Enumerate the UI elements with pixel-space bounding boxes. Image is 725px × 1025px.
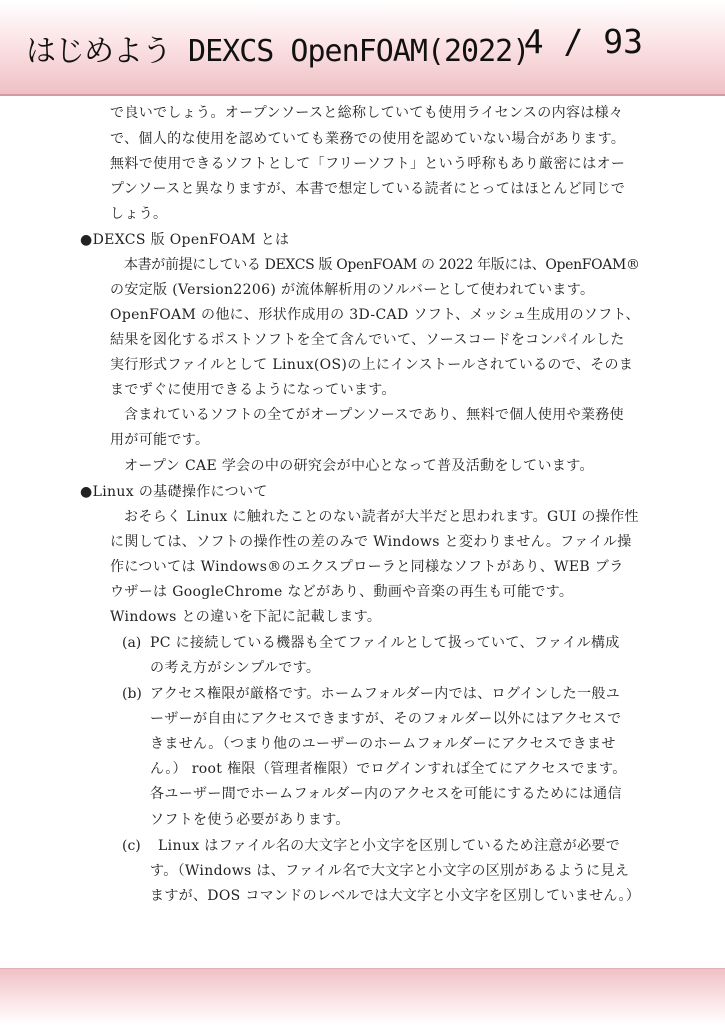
paragraph-line: Windows との違いを下記に記載します。 xyxy=(110,609,382,625)
list-item-line: ーザーが自由にアクセスできますが、そのフォルダー以外にはアクセスで xyxy=(150,711,622,727)
list-item-label: (b) xyxy=(122,686,142,702)
page-footer xyxy=(0,968,725,1025)
paragraph-line: OpenFOAM の他に、形状作成用の 3D-CAD ソフト、メッシュ生成用のソフト、 xyxy=(110,307,640,323)
paragraph-line: に関しては、ソフトの操作性の差のみで Windows と変わりません。ファイル操 xyxy=(110,534,632,550)
paragraph-line: で、個人的な使用を認めていても業務での使用を認めていない場合があります。 xyxy=(110,131,626,147)
list-item-line: ますが、DOS コマンドのレベルでは大文字と小文字を区別していません。） xyxy=(150,888,641,904)
list-item-line: きません。（つまり他のユーザーのホームフォルダーにアクセスできませ xyxy=(150,736,616,752)
list-item-line: 各ユーザー間でホームフォルダー内のアクセスを可能にするためには通信 xyxy=(150,786,622,802)
paragraph-line: ウザーは GoogleChrome などがあり、動画や音楽の再生も可能です。 xyxy=(110,584,574,600)
list-item-line: Linux はファイル名の大文字と小文字を区別しているため注意が必要で xyxy=(158,838,621,854)
list-item-line: ソフトを使う必要があります。 xyxy=(150,812,350,828)
paragraph-line: おそらく Linux に触れたことのない読者が大半だと思われます。GUI の操作性 xyxy=(124,509,639,525)
list-item-line: す。（Windows は、ファイル名で大文字と小文字の区別があるように見え xyxy=(150,863,630,879)
paragraph-line: 作については Windows®のエクスプローラと同様なソフトがあり、WEB ブラ xyxy=(110,559,624,575)
section-heading-dexcs: ●DEXCS 版 OpenFOAM とは xyxy=(80,232,290,248)
list-item-line: アクセス権限が厳格です。ホームフォルダー内では、ログインした一般ユ xyxy=(150,686,621,702)
document-title: はじめよう DEXCS OpenFOAM(2022) xyxy=(26,34,530,69)
section-heading-linux: ●Linux の基礎操作について xyxy=(80,484,268,500)
list-item-line: ん。） root 権限（管理者権限）でログインすれば全てにアクセスでます。 xyxy=(150,761,627,777)
list-item-label: (c) xyxy=(122,838,141,854)
paragraph-line: 本書が前提にしている DEXCS 版 OpenFOAM の 2022 年版には、OpenFOAM® xyxy=(124,257,640,273)
paragraph-line: 含まれているソフトの全てがオープンソースであり、無料で個人使用や業務使 xyxy=(124,407,625,423)
paragraph-line: 用が可能です。 xyxy=(110,432,210,448)
list-item-line: の考え方がシンプルです。 xyxy=(150,660,321,676)
list-item-label: (a) xyxy=(122,635,142,651)
paragraph-line: 結果を図化するポストソフトを全て含んでいて、ソースコードをコンパイルした xyxy=(110,332,625,348)
page-header xyxy=(0,0,725,96)
list-item-line: PC に接続している機器も全てファイルとして扱っていて、ファイル構成 xyxy=(150,635,620,651)
paragraph-line: しょう。 xyxy=(110,206,168,222)
paragraph-line: プンソースと異なりますが、本書で想定している読者にとってはほとんど同じで xyxy=(110,181,626,197)
paragraph-line: の安定版 (Version2206) が流体解析用のソルバーとして使われています。 xyxy=(110,282,595,298)
page-number: 4 / 93 xyxy=(523,22,643,61)
paragraph-line: 実行形式ファイルとして Linux(OS)の上にインストールされているので、そのま xyxy=(110,357,634,373)
paragraph-line: オープン CAE 学会の中の研究会が中心となって普及活動をしています。 xyxy=(124,458,594,474)
paragraph-line: で良いでしょう。オープンソースと総称していても使用ライセンスの内容は様々 xyxy=(110,105,624,121)
paragraph-line: 無料で使用できるソフトとして「フリーソフト」という呼称もあり厳密にはオー xyxy=(110,156,626,172)
paragraph-line: までずぐに使用できるようになっています。 xyxy=(110,382,396,398)
